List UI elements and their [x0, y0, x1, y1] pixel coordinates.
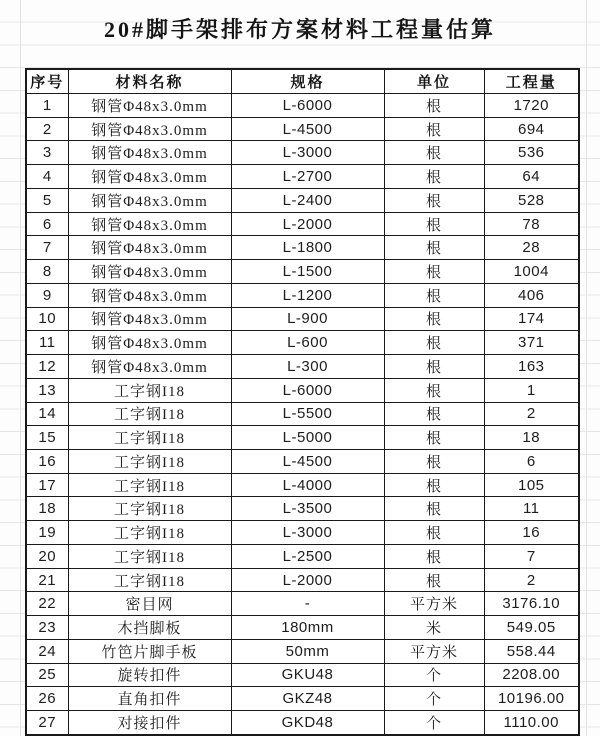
cell-index: 4	[26, 165, 68, 189]
cell-index: 26	[26, 687, 68, 711]
cell-material: 钢管Φ48x3.0mm	[68, 355, 231, 379]
cell-material: 工字钢I18	[68, 568, 231, 592]
cell-quantity: 105	[484, 473, 579, 497]
table-row	[26, 378, 579, 402]
cell-material: 钢管Φ48x3.0mm	[68, 165, 231, 189]
cell-unit: 根	[384, 473, 484, 497]
cell-unit: 根	[384, 307, 484, 331]
cell-index: 22	[26, 592, 68, 616]
cell-spec: L-300	[231, 355, 384, 379]
cell-index: 16	[26, 450, 68, 474]
cell-material: 钢管Φ48x3.0mm	[68, 236, 231, 260]
cell-material: 钢管Φ48x3.0mm	[68, 117, 231, 141]
cell-quantity: 2	[484, 402, 579, 426]
cell-spec: L-5500	[231, 402, 384, 426]
cell-quantity: 549.05	[484, 616, 579, 640]
cell-material: 密目网	[68, 592, 231, 616]
cell-unit: 根	[384, 521, 484, 545]
cell-spec: L-900	[231, 307, 384, 331]
cell-index: 1	[26, 94, 68, 118]
spreadsheet-gridline-right	[586, 0, 587, 736]
table-row	[26, 687, 579, 711]
cell-unit: 根	[384, 165, 484, 189]
table-row	[26, 497, 579, 521]
cell-material: 工字钢I18	[68, 473, 231, 497]
sheet-title: 20#脚手架排布方案材料工程量估算	[103, 17, 496, 42]
cell-unit: 根	[384, 260, 484, 284]
cell-spec: L-1200	[231, 283, 384, 307]
table-row	[26, 568, 579, 592]
cell-quantity: 11	[484, 497, 579, 521]
cell-unit: 根	[384, 497, 484, 521]
table-row	[26, 307, 579, 331]
cell-unit: 根	[384, 188, 484, 212]
cell-spec: L-2000	[231, 568, 384, 592]
cell-quantity: 536	[484, 141, 579, 165]
cell-spec: L-6000	[231, 94, 384, 118]
table-row	[26, 355, 579, 379]
cell-quantity: 1110.00	[484, 711, 579, 735]
cell-index: 27	[26, 711, 68, 735]
cell-index: 13	[26, 378, 68, 402]
table-row	[26, 188, 579, 212]
cell-material: 钢管Φ48x3.0mm	[68, 283, 231, 307]
cell-index: 19	[26, 521, 68, 545]
cell-material: 工字钢I18	[68, 378, 231, 402]
cell-spec: L-3000	[231, 141, 384, 165]
materials-table	[25, 68, 580, 736]
cell-quantity: 10196.00	[484, 687, 579, 711]
cell-spec: 180mm	[231, 616, 384, 640]
cell-quantity: 371	[484, 331, 579, 355]
table-row	[26, 402, 579, 426]
cell-unit: 根	[384, 355, 484, 379]
cell-spec: GKZ48	[231, 687, 384, 711]
cell-unit: 根	[384, 378, 484, 402]
cell-material: 木挡脚板	[68, 616, 231, 640]
cell-quantity: 64	[484, 165, 579, 189]
cell-index: 23	[26, 616, 68, 640]
cell-spec: L-2400	[231, 188, 384, 212]
cell-unit: 根	[384, 450, 484, 474]
header-row	[26, 69, 579, 94]
cell-index: 2	[26, 117, 68, 141]
table-row	[26, 117, 579, 141]
table-row	[26, 141, 579, 165]
cell-index: 18	[26, 497, 68, 521]
table-row	[26, 473, 579, 497]
cell-quantity: 16	[484, 521, 579, 545]
cell-index: 10	[26, 307, 68, 331]
cell-material: 钢管Φ48x3.0mm	[68, 331, 231, 355]
table-row	[26, 521, 579, 545]
cell-spec: L-3500	[231, 497, 384, 521]
cell-spec: L-600	[231, 331, 384, 355]
cell-material: 旋转扣件	[68, 663, 231, 687]
cell-unit: 根	[384, 283, 484, 307]
cell-material: 钢管Φ48x3.0mm	[68, 260, 231, 284]
cell-spec: L-1500	[231, 260, 384, 284]
cell-quantity: 528	[484, 188, 579, 212]
cell-spec: 50mm	[231, 639, 384, 663]
cell-quantity: 78	[484, 212, 579, 236]
cell-index: 25	[26, 663, 68, 687]
table-row	[26, 165, 579, 189]
cell-unit: 米	[384, 616, 484, 640]
cell-material: 工字钢I18	[68, 426, 231, 450]
cell-quantity: 1	[484, 378, 579, 402]
cell-material: 工字钢I18	[68, 544, 231, 568]
cell-index: 21	[26, 568, 68, 592]
cell-quantity: 1720	[484, 94, 579, 118]
cell-spec: L-4500	[231, 450, 384, 474]
col-header-material: 材料名称	[68, 69, 231, 94]
cell-index: 7	[26, 236, 68, 260]
cell-quantity: 163	[484, 355, 579, 379]
table-row	[26, 94, 579, 118]
table-row	[26, 426, 579, 450]
cell-quantity: 18	[484, 426, 579, 450]
cell-spec: GKD48	[231, 711, 384, 735]
cell-unit: 根	[384, 212, 484, 236]
cell-spec: L-1800	[231, 236, 384, 260]
col-header-index: 序号	[26, 69, 68, 94]
cell-unit: 根	[384, 426, 484, 450]
cell-unit: 根	[384, 331, 484, 355]
cell-material: 直角扣件	[68, 687, 231, 711]
cell-quantity: 406	[484, 283, 579, 307]
table-body	[26, 94, 579, 735]
cell-unit: 根	[384, 141, 484, 165]
cell-index: 20	[26, 544, 68, 568]
table-row	[26, 616, 579, 640]
cell-material: 钢管Φ48x3.0mm	[68, 212, 231, 236]
table-row	[26, 236, 579, 260]
cell-quantity: 1004	[484, 260, 579, 284]
cell-material: 工字钢I18	[68, 497, 231, 521]
cell-unit: 个	[384, 663, 484, 687]
cell-unit: 个	[384, 687, 484, 711]
cell-unit: 根	[384, 544, 484, 568]
cell-quantity: 2208.00	[484, 663, 579, 687]
cell-index: 14	[26, 402, 68, 426]
cell-index: 3	[26, 141, 68, 165]
cell-material: 工字钢I18	[68, 450, 231, 474]
cell-quantity: 28	[484, 236, 579, 260]
cell-material: 钢管Φ48x3.0mm	[68, 94, 231, 118]
cell-spec: L-4000	[231, 473, 384, 497]
cell-index: 8	[26, 260, 68, 284]
cell-index: 11	[26, 331, 68, 355]
cell-quantity: 3176.10	[484, 592, 579, 616]
cell-material: 对接扣件	[68, 711, 231, 735]
cell-quantity: 7	[484, 544, 579, 568]
cell-spec: L-3000	[231, 521, 384, 545]
table-row	[26, 212, 579, 236]
spreadsheet-gridline-left	[20, 0, 21, 736]
cell-unit: 平方米	[384, 639, 484, 663]
cell-quantity: 174	[484, 307, 579, 331]
cell-material: 竹笆片脚手板	[68, 639, 231, 663]
cell-quantity: 6	[484, 450, 579, 474]
cell-index: 5	[26, 188, 68, 212]
cell-spec: L-2500	[231, 544, 384, 568]
cell-spec: -	[231, 592, 384, 616]
cell-material: 钢管Φ48x3.0mm	[68, 188, 231, 212]
cell-unit: 根	[384, 236, 484, 260]
table-row	[26, 663, 579, 687]
cell-index: 24	[26, 639, 68, 663]
table-row	[26, 331, 579, 355]
table-row	[26, 639, 579, 663]
cell-index: 9	[26, 283, 68, 307]
col-header-spec: 规格	[231, 69, 384, 94]
cell-unit: 根	[384, 402, 484, 426]
cell-material: 工字钢I18	[68, 521, 231, 545]
cell-quantity: 558.44	[484, 639, 579, 663]
table-row	[26, 711, 579, 735]
cell-spec: L-4500	[231, 117, 384, 141]
cell-material: 工字钢I18	[68, 402, 231, 426]
cell-unit: 根	[384, 117, 484, 141]
table-row	[26, 544, 579, 568]
cell-index: 6	[26, 212, 68, 236]
cell-spec: L-2700	[231, 165, 384, 189]
cell-quantity: 694	[484, 117, 579, 141]
cell-quantity: 2	[484, 568, 579, 592]
cell-index: 12	[26, 355, 68, 379]
cell-unit: 根	[384, 94, 484, 118]
cell-unit: 平方米	[384, 592, 484, 616]
cell-material: 钢管Φ48x3.0mm	[68, 307, 231, 331]
cell-unit: 根	[384, 568, 484, 592]
table-row	[26, 450, 579, 474]
cell-unit: 个	[384, 711, 484, 735]
cell-spec: GKU48	[231, 663, 384, 687]
cell-index: 15	[26, 426, 68, 450]
col-header-quantity: 工程量	[484, 69, 579, 94]
table-row	[26, 260, 579, 284]
cell-spec: L-6000	[231, 378, 384, 402]
col-header-unit: 单位	[384, 69, 484, 94]
table-row	[26, 283, 579, 307]
cell-index: 17	[26, 473, 68, 497]
cell-spec: L-5000	[231, 426, 384, 450]
cell-spec: L-2000	[231, 212, 384, 236]
cell-material: 钢管Φ48x3.0mm	[68, 141, 231, 165]
table-row	[26, 592, 579, 616]
